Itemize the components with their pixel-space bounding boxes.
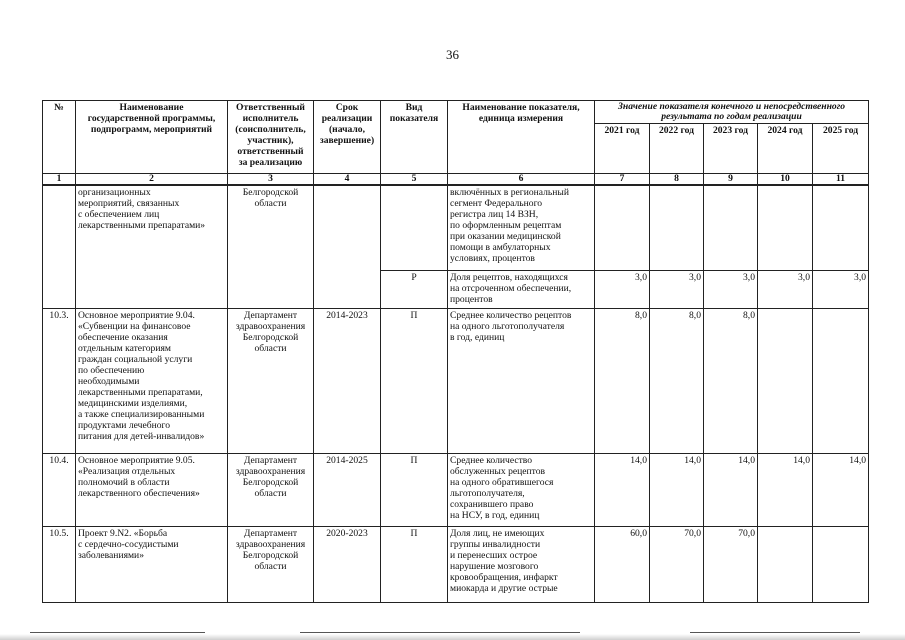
table-row: [43, 308, 869, 453]
row-value-2022: [650, 185, 704, 270]
page-number: 36: [446, 47, 459, 62]
col-num: 9: [704, 174, 758, 186]
row-type: П: [381, 526, 448, 602]
row-value-2023: 14,0: [704, 453, 758, 526]
row-number: 10.3.: [43, 308, 76, 453]
col-num: 6: [448, 174, 595, 186]
row-term: [314, 185, 381, 308]
column-numbering-row: [43, 174, 869, 186]
row-value-2022: 3,0: [650, 270, 704, 308]
row-executor: Белгородской области: [228, 185, 314, 308]
program-indicators-table: [42, 100, 869, 603]
table-row: [43, 185, 869, 270]
row-value-2024: 3,0: [758, 270, 813, 308]
row-value-2024: [758, 185, 813, 270]
col-num: 1: [43, 174, 76, 186]
header-row-1: [43, 101, 869, 124]
header-year-2023: 2023 год: [704, 124, 758, 174]
row-value-2023: 70,0: [704, 526, 758, 602]
row-value-2024: 14,0: [758, 453, 813, 526]
row-value-2024: [758, 308, 813, 453]
row-value-2025: [813, 308, 869, 453]
col-num: 7: [595, 174, 650, 186]
row-number: 10.5.: [43, 526, 76, 602]
header-indicator: Наименование показателя, единица измерения: [448, 101, 595, 174]
table-row: [43, 453, 869, 526]
row-indicator: Доля лиц, не имеющих группы инвалидности и перенесших острое нарушение мозгового кровообращения, инфаркт миокарда и другие острые: [448, 526, 595, 602]
row-name: Основное мероприятие 9.04. «Субвенции на финансовое обеспечение оказания отдельным категориям граждан социальной услуги по обеспечению необходимыми лекарственными препаратами, медицинскими изделиями, а также специализированными продуктами лечебного питания для детей-инвалидов»: [76, 308, 228, 453]
row-indicator: Доля рецептов, находящихся на отсроченном обеспечении, процентов: [448, 270, 595, 308]
row-value-2021: 14,0: [595, 453, 650, 526]
scan-bottom-edge: [0, 634, 905, 640]
row-name: Основное мероприятие 9.05. «Реализация отдельных полномочий в области лекарственного обеспечения»: [76, 453, 228, 526]
row-value-2025: 14,0: [813, 453, 869, 526]
header-year-2021: 2021 год: [595, 124, 650, 174]
header-type: Вид показателя: [381, 101, 448, 174]
row-value-2021: 60,0: [595, 526, 650, 602]
scan-edge-line: [30, 632, 205, 633]
col-num: 2: [76, 174, 228, 186]
scan-edge-line: [690, 632, 860, 633]
row-indicator: включённых в региональный сегмент Федерального регистра лиц 14 ВЗН, по оформленным рецептам при оказании медицинской помощи в амбулаторных условиях, процентов: [448, 185, 595, 270]
row-type: [381, 185, 448, 270]
row-value-2025: [813, 526, 869, 602]
header-year-2024: 2024 год: [758, 124, 813, 174]
row-value-2023: 8,0: [704, 308, 758, 453]
row-indicator: Среднее количество обслуженных рецептов на одного обратившегося льготополучателя, сохранившего право на НСУ, в год, единиц: [448, 453, 595, 526]
row-value-2023: 3,0: [704, 270, 758, 308]
row-executor: Департамент здравоохранения Белгородской области: [228, 453, 314, 526]
header-year-2025: 2025 год: [813, 124, 869, 174]
row-value-2021: 8,0: [595, 308, 650, 453]
scan-edge-line: [300, 632, 580, 633]
col-num: 5: [381, 174, 448, 186]
row-value-2025: 3,0: [813, 270, 869, 308]
row-value-2021: [595, 185, 650, 270]
table-row: [43, 526, 869, 602]
row-name: Проект 9.N2. «Борьба с сердечно-сосудистыми заболеваниями»: [76, 526, 228, 602]
header-executor: Ответственный исполнитель (соисполнитель, участник), ответственный за реализацию: [228, 101, 314, 174]
col-num: 4: [314, 174, 381, 186]
row-value-2024: [758, 526, 813, 602]
row-value-2023: [704, 185, 758, 270]
row-value-2025: [813, 185, 869, 270]
row-value-2021: 3,0: [595, 270, 650, 308]
row-name: организационных мероприятий, связанных с обеспечением лиц лекарственными препаратами»: [76, 185, 228, 308]
row-executor: Департамент здравоохранения Белгородской области: [228, 308, 314, 453]
row-type: П: [381, 453, 448, 526]
col-num: 10: [758, 174, 813, 186]
row-executor: Департамент здравоохранения Белгородской области: [228, 526, 314, 602]
col-num: 11: [813, 174, 869, 186]
row-number: 10.4.: [43, 453, 76, 526]
row-term: 2020-2023: [314, 526, 381, 602]
row-value-2022: 70,0: [650, 526, 704, 602]
col-num: 8: [650, 174, 704, 186]
row-type: Р: [381, 270, 448, 308]
col-num: 3: [228, 174, 314, 186]
row-term: 2014-2023: [314, 308, 381, 453]
row-value-2022: 14,0: [650, 453, 704, 526]
header-year-2022: 2022 год: [650, 124, 704, 174]
row-term: 2014-2025: [314, 453, 381, 526]
row-type: П: [381, 308, 448, 453]
row-value-2022: 8,0: [650, 308, 704, 453]
row-indicator: Среднее количество рецептов на одного льготополучателя в год, единиц: [448, 308, 595, 453]
header-no: №: [43, 101, 76, 174]
header-name: Наименование государственной программы, подпрограмм, мероприятий: [76, 101, 228, 174]
header-values: Значение показателя конечного и непосредственного результата по годам реализации: [595, 101, 869, 124]
row-number: [43, 185, 76, 308]
header-term: Срок реализации (начало, завершение): [314, 101, 381, 174]
